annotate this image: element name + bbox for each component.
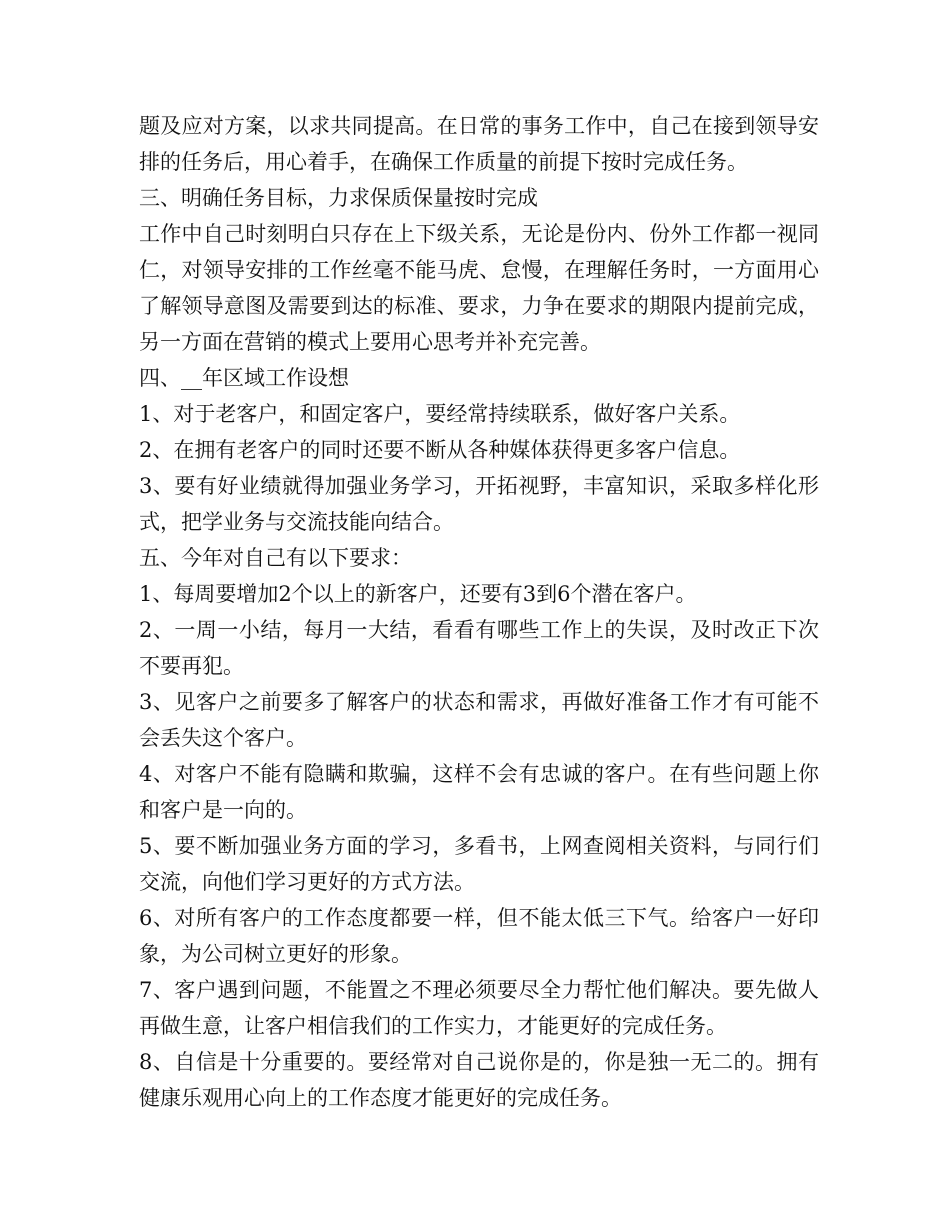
list-item-4-1: 1、对于老客户，和固定客户，要经常持续联系，做好客户关系。	[139, 402, 741, 426]
list-item-5-7: 7、客户遇到问题，不能置之不理必须要尽全力帮忙他们解决。要先做人再做生意，让客户相信我们的工作实力，才能更好的完成任务。	[139, 978, 819, 1038]
section-heading-3: 三、明确任务目标，力求保质保量按时完成	[139, 186, 538, 210]
list-item-5-1: 1、每周要增加2个以上的新客户，还要有3到6个潜在客户。	[139, 582, 697, 606]
section-heading-5: 五、今年对自己有以下要求：	[139, 546, 412, 570]
list-item-5-3: 3、见客户之前要多了解客户的状态和需求，再做好准备工作才有可能不会丢失这个客户。	[139, 690, 819, 750]
list-item-4-3: 3、要有好业绩就得加强业务学习，开拓视野，丰富知识，采取多样化形式，把学业务与交流技能向结合。	[139, 474, 819, 534]
list-item-5-8: 8、自信是十分重要的。要经常对自己说你是的，你是独一无二的。拥有健康乐观用心向上的工作态度才能更好的完成任务。	[139, 1050, 819, 1110]
paragraph-task-goals: 工作中自己时刻明白只存在上下级关系，无论是份内、份外工作都一视同仁，对领导安排的工作丝毫不能马虎、怠慢，在理解任务时，一方面用心了解领导意图及需要到达的标准、要求，力争在要求的期限内提前完成，另一方面在营销的模式上要用心思考并补充完善。	[139, 222, 819, 354]
list-item-5-4: 4、对客户不能有隐瞒和欺骗，这样不会有忠诚的客户。在有些问题上你和客户是一向的。	[139, 762, 819, 822]
list-item-5-6: 6、对所有客户的工作态度都要一样，但不能太低三下气。给客户一好印象，为公司树立更好的形象。	[139, 906, 819, 966]
paragraph-continuation: 题及应对方案，以求共同提高。在日常的事务工作中，自己在接到领导安排的任务后，用心着手，在确保工作质量的前提下按时完成任务。	[139, 114, 819, 174]
section-heading-4: 四、__年区域工作设想	[139, 366, 349, 390]
list-item-5-5: 5、要不断加强业务方面的学习，多看书，上网查阅相关资料，与同行们交流，向他们学习更好的方式方法。	[139, 834, 819, 894]
list-item-4-2: 2、在拥有老客户的同时还要不断从各种媒体获得更多客户信息。	[139, 438, 741, 462]
document-body	[139, 108, 819, 1116]
list-item-5-2: 2、一周一小结，每月一大结，看看有哪些工作上的失误，及时改正下次不要再犯。	[139, 618, 819, 678]
